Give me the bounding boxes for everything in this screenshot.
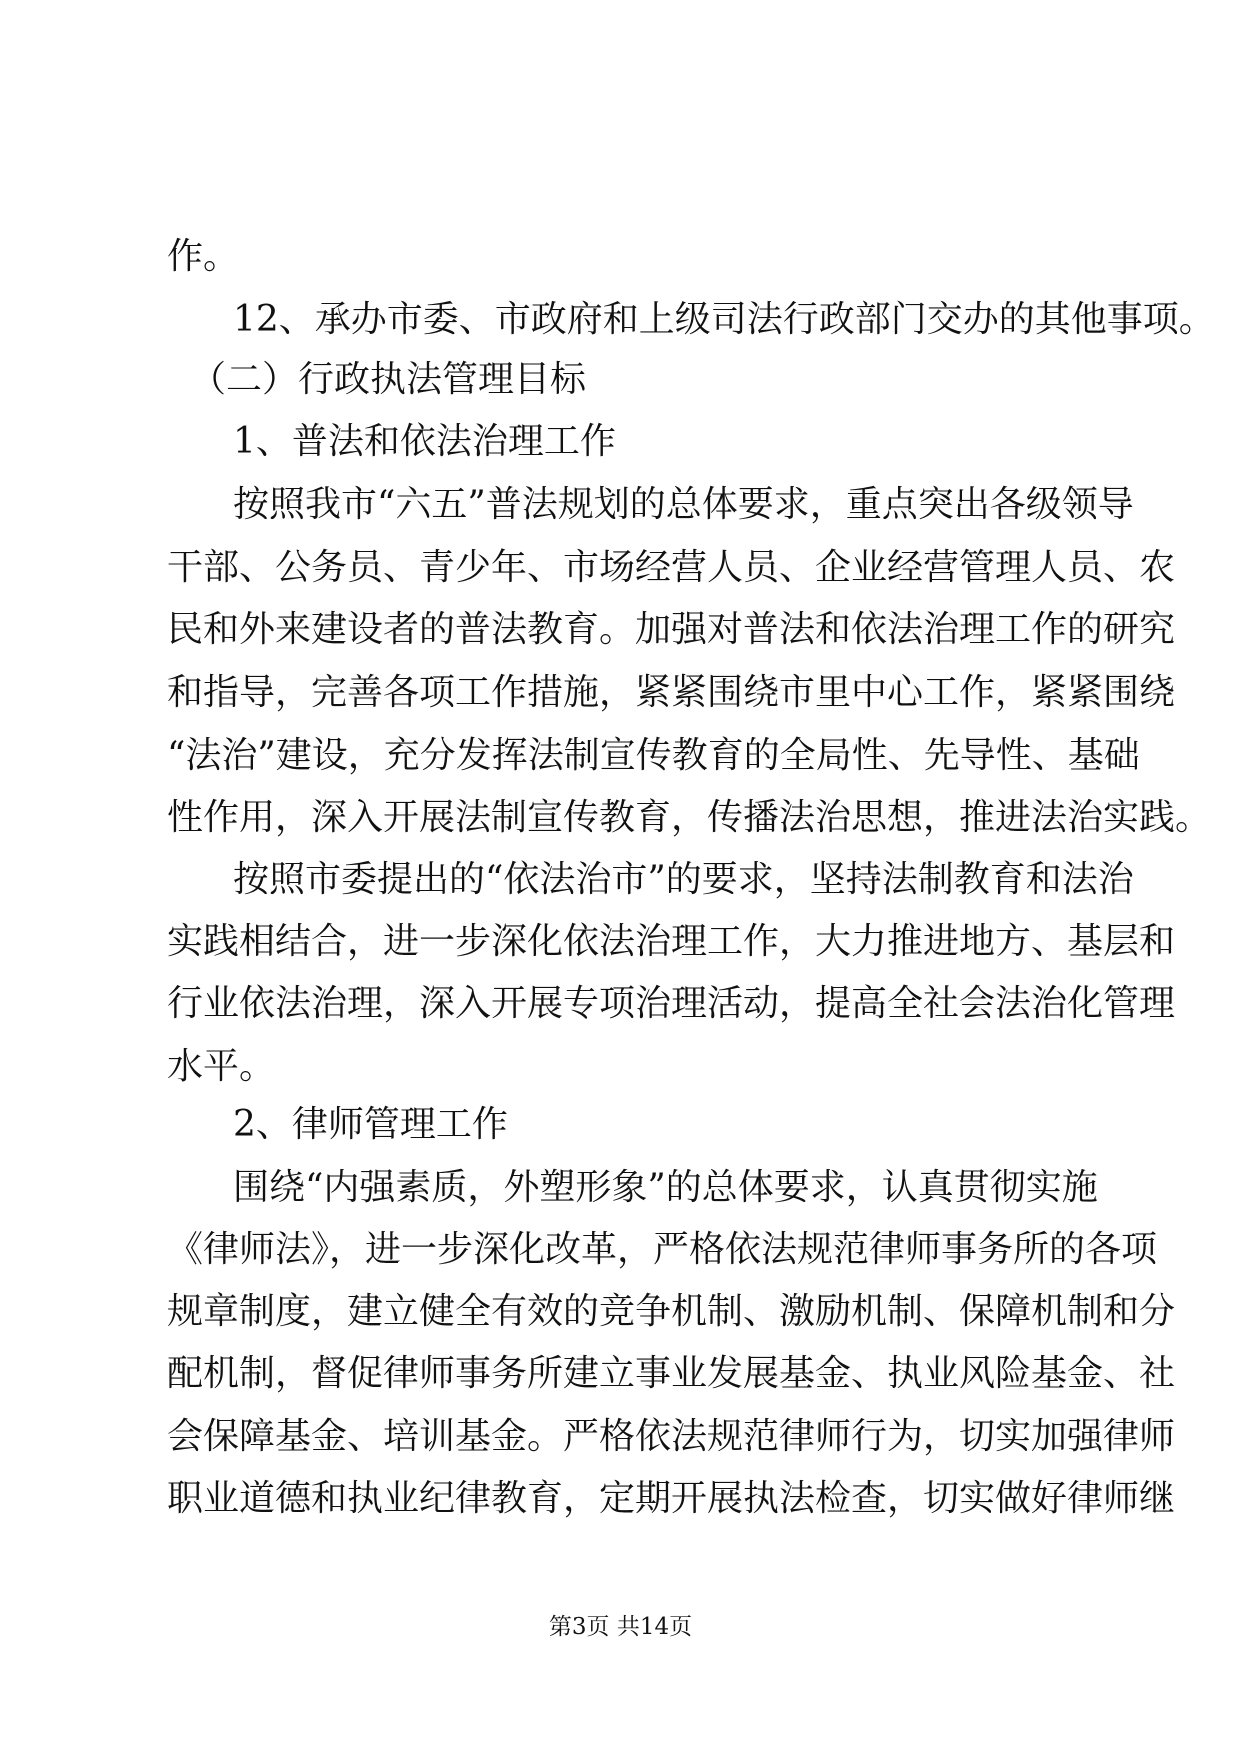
section-heading: （二）行政执法管理目标: [190, 359, 587, 400]
text-line: 会保障基金、培训基金。严格依法规范律师行为，切实加强律师: [167, 1416, 1176, 1457]
text-line: 和指导，完善各项工作措施，紧紧围绕市里中心工作，紧紧围绕: [167, 672, 1176, 713]
text-line: 民和外来建设者的普法教育。加强对普法和依法治理工作的研究: [167, 609, 1176, 650]
text-line: 按照我市“六五”普法规划的总体要求，重点突出各级领导: [233, 484, 1134, 525]
text-line: 性作用，深入开展法制宣传教育，传播法治思想，推进法治实践。: [167, 797, 1212, 838]
text-line: 行业依法治理，深入开展专项治理活动，提高全社会法治化管理: [167, 983, 1176, 1024]
text-line: 职业道德和执业纪律教育，定期开展执法检查，切实做好律师继: [167, 1478, 1176, 1519]
text-line: 按照市委提出的“依法治市”的要求，坚持法制教育和法治: [233, 859, 1134, 900]
text-line: 作。: [167, 236, 240, 277]
list-item: 12、承办市委、市政府和上级司法行政部门交办的其他事项。: [233, 299, 1215, 340]
text-line: “法治”建设，充分发挥法制宣传教育的全局性、先导性、基础: [167, 735, 1140, 776]
text-line: 实践相结合，进一步深化依法治理工作，大力推进地方、基层和: [167, 921, 1176, 962]
subsection-heading: 1、普法和依法治理工作: [233, 421, 616, 462]
text-line: 《律师法》，进一步深化改革，严格依法规范律师事务所的各项: [167, 1229, 1158, 1270]
text-line: 围绕“内强素质，外塑形象”的总体要求，认真贯彻实施: [233, 1167, 1098, 1208]
text-line: 干部、公务员、青少年、市场经营人员、企业经营管理人员、农: [167, 547, 1176, 588]
page-number-footer: 第3页 共14页: [548, 1614, 693, 1640]
text-line: 配机制，督促律师事务所建立事业发展基金、执业风险基金、社: [167, 1353, 1176, 1394]
subsection-heading: 2、律师管理工作: [233, 1104, 508, 1145]
text-line: 规章制度，建立健全有效的竞争机制、激励机制、保障机制和分: [167, 1291, 1176, 1332]
text-line: 水平。: [167, 1046, 276, 1087]
